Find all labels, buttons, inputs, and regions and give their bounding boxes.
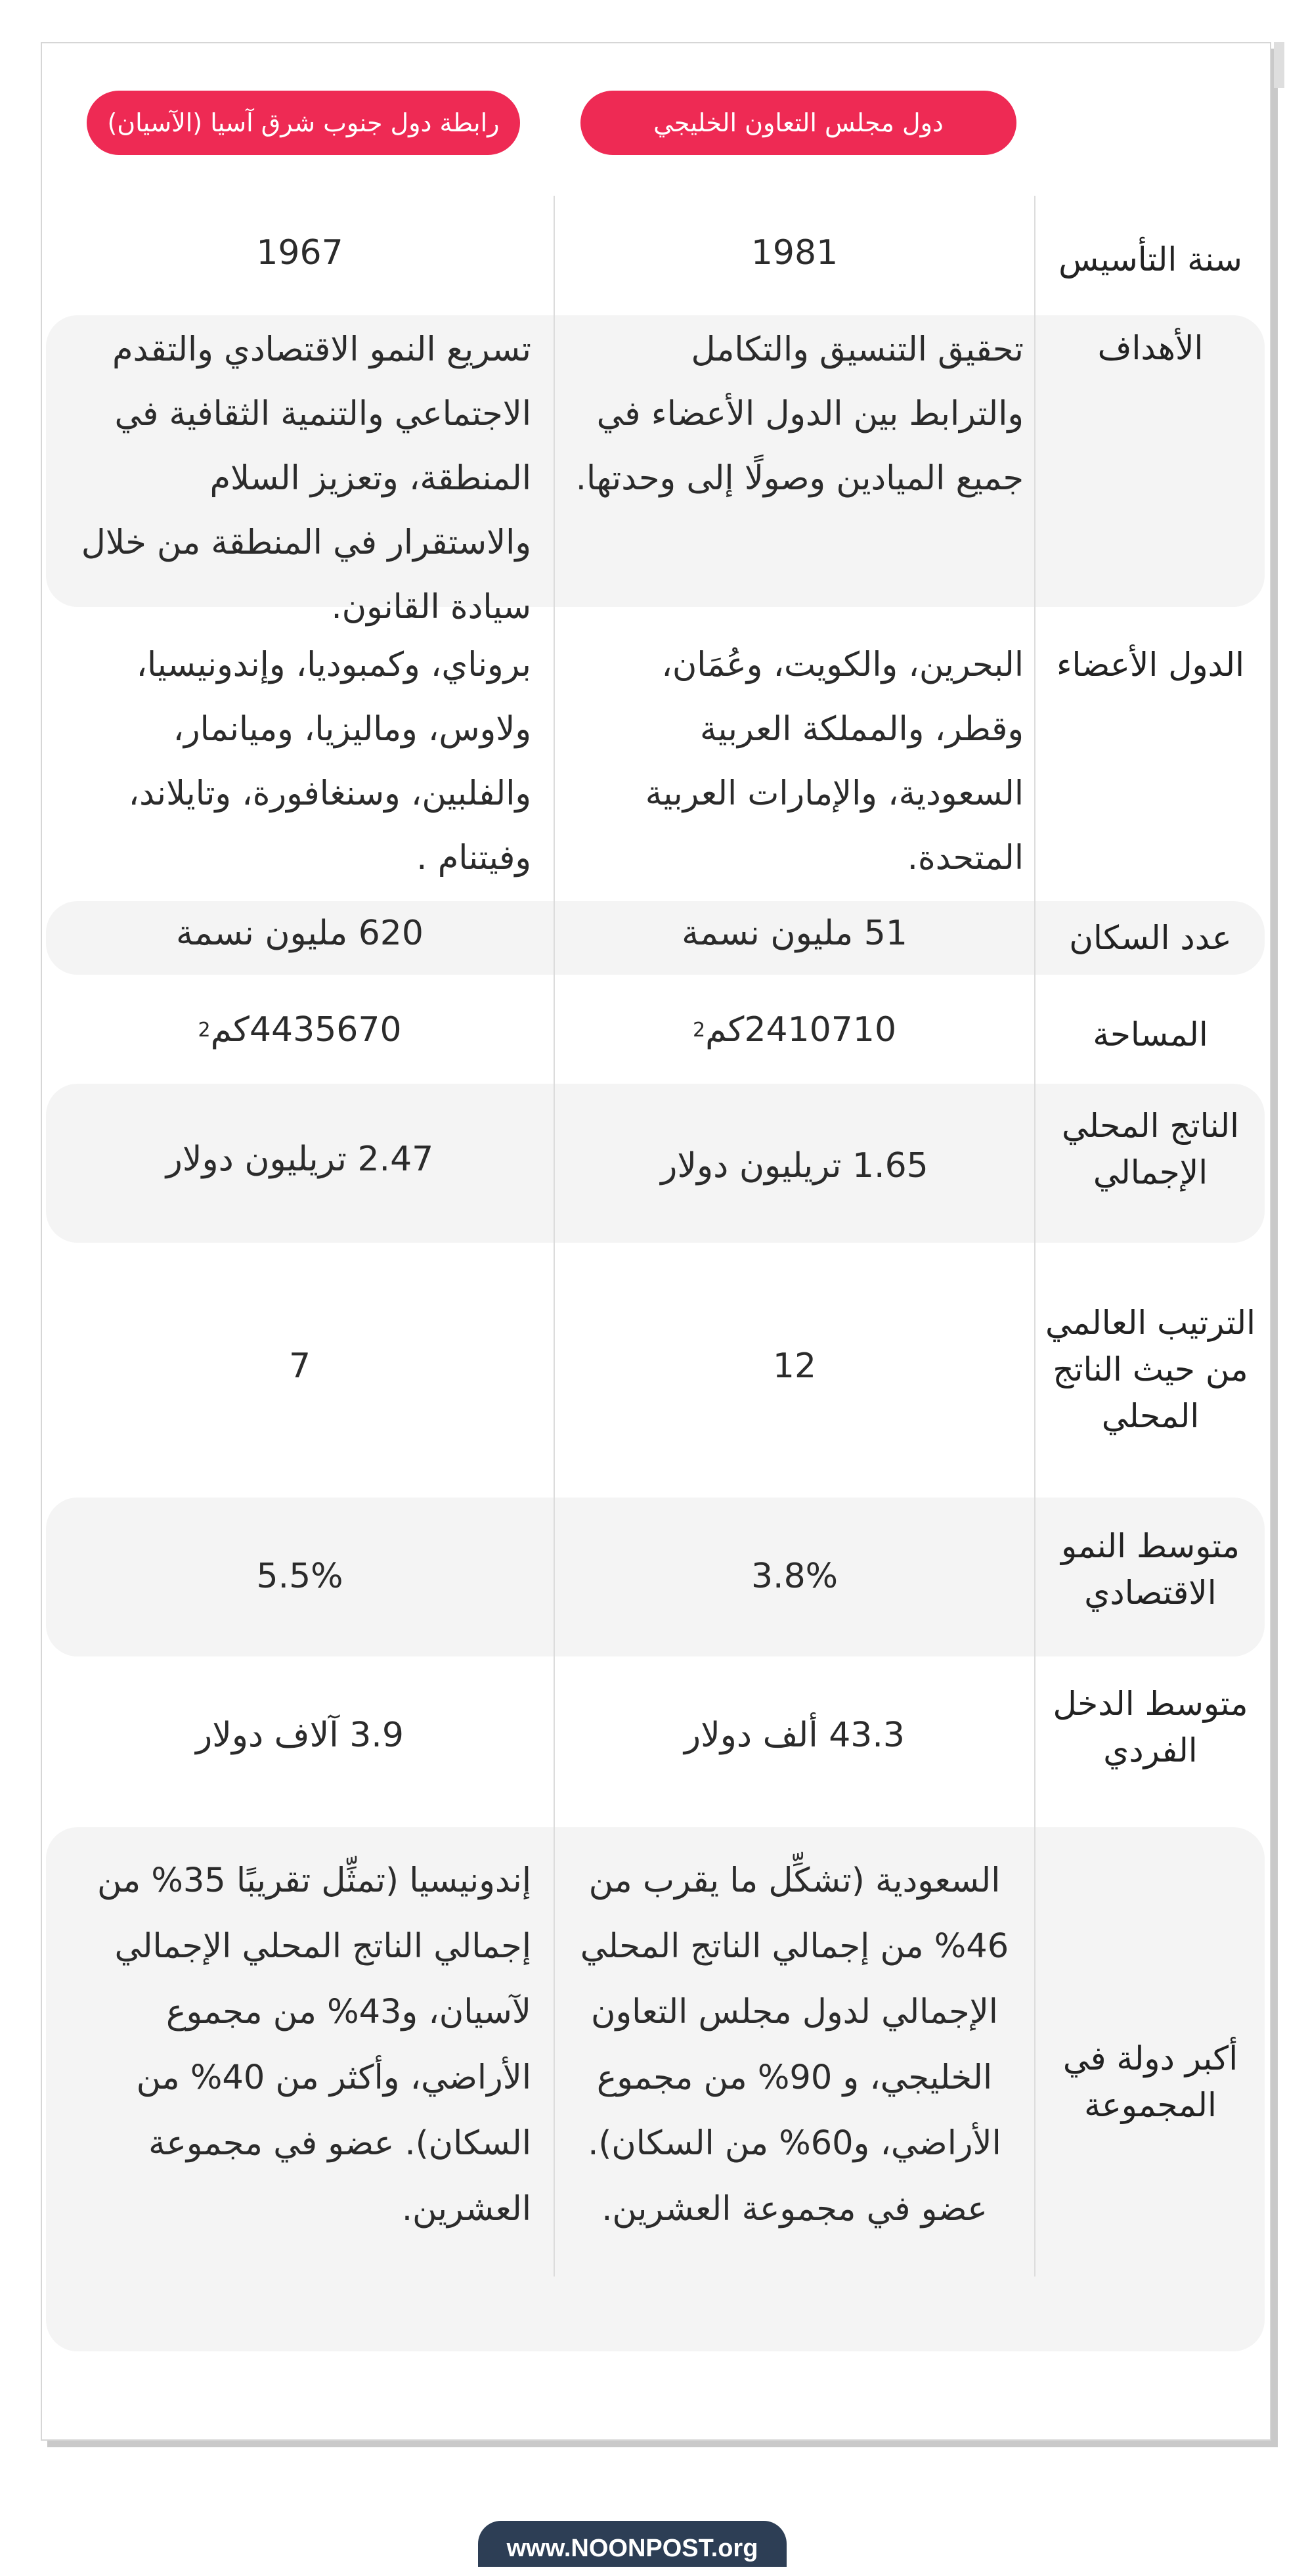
label-population: عدد السكان: [1069, 918, 1232, 957]
gcc-founding-year: 1981: [751, 233, 839, 273]
gcc-largest-country: السعودية (تشكِّل ما يقرب من 46% من إجمالي الناتج المحلي الإجمالي لدول مجلس التعاون الخليجي، و 90% من مجموع الأراضي، و60% من السكان). عضو في مجموعة العشرين.: [580, 1861, 1009, 2229]
gcc-area: 2410710كم 2: [692, 1010, 897, 1050]
gcc-members: البحرين، والكويت، وعُمَان، وقطر، والمملكة العربية السعودية، والإمارات العربية المتحدة.: [645, 646, 1024, 877]
gcc-economic-growth: 3.8%: [751, 1557, 839, 1596]
label-founding-year: سنة التأسيس: [1058, 240, 1242, 278]
asean-founding-year: 1967: [256, 233, 343, 273]
gcc-world-ranking: 12: [772, 1346, 817, 1386]
gcc-area-superscript: 2: [692, 1018, 706, 1042]
label-world-ranking: الترتيب العالمي من حيث الناتج المحلي: [1045, 1303, 1256, 1435]
asean-per-capita-income: 3.9 آلاف دولار: [196, 1716, 404, 1755]
asean-members: بروناي، وكمبوديا، وإندونيسيا، ولاوس، وماليزيا، وميانمار، والفلبين، وسنغافورة، وتايلاند، وفيتنام .: [128, 646, 531, 877]
header-asean-badge: رابطة دول جنوب شرق آسيا (الآسيان): [87, 91, 520, 155]
label-per-capita-income: متوسط الدخل الفردي: [1053, 1685, 1248, 1769]
asean-largest-country: إندونيسيا (تمثِّل تقريبًا 35% من إجمالي الناتج المحلي الإجمالي لآسيان، و43% من مجموع الأراضي، وأكثر من 40% من السكان). عضو في مجموعة العشرين.: [97, 1861, 531, 2229]
asean-gdp: 2.47 تريليون دولار: [165, 1140, 434, 1179]
label-members: الدول الأعضاء: [1056, 645, 1245, 684]
gcc-gdp: 1.65 تريليون دولار: [661, 1146, 928, 1186]
asean-goals: تسريع النمو الاقتصادي والتقدم الاجتماعي والتنمية الثقافية في المنطقة، وتعزيز السلام والاستقرار في المنطقة من خلال سيادة القانون.: [81, 330, 531, 627]
asean-area: 4435670كم 2: [198, 1010, 402, 1050]
asean-population: 620 مليون نسمة: [176, 914, 424, 953]
column-divider-right: [1034, 196, 1036, 2276]
gcc-per-capita-income: 43.3 ألف دولار: [684, 1716, 905, 1755]
gcc-population: 51 مليون نسمة: [682, 914, 907, 953]
asean-economic-growth: 5.5%: [256, 1557, 343, 1596]
gcc-goals: تحقيق التنسيق والتكامل والترابط بين الدول الأعضاء في جميع الميادين وصولًا إلى وحدتها.: [575, 330, 1024, 498]
label-largest-country: أكبر دولة في المجموعة: [1062, 2039, 1238, 2124]
card-edge-strip: [1274, 42, 1284, 88]
label-economic-growth: متوسط النمو الاقتصادي: [1061, 1527, 1240, 1612]
header-gcc-badge: دول مجلس التعاون الخليجي: [580, 91, 1016, 155]
label-area: المساحة: [1093, 1015, 1208, 1054]
label-gdp: الناتج المحلي الإجمالي: [1061, 1107, 1240, 1191]
asean-world-ranking: 7: [288, 1346, 311, 1386]
asean-area-superscript: 2: [198, 1018, 211, 1042]
footer-site-badge[interactable]: www.NOONPOST.org: [478, 2521, 787, 2567]
label-goals: الأهداف: [1097, 328, 1204, 367]
